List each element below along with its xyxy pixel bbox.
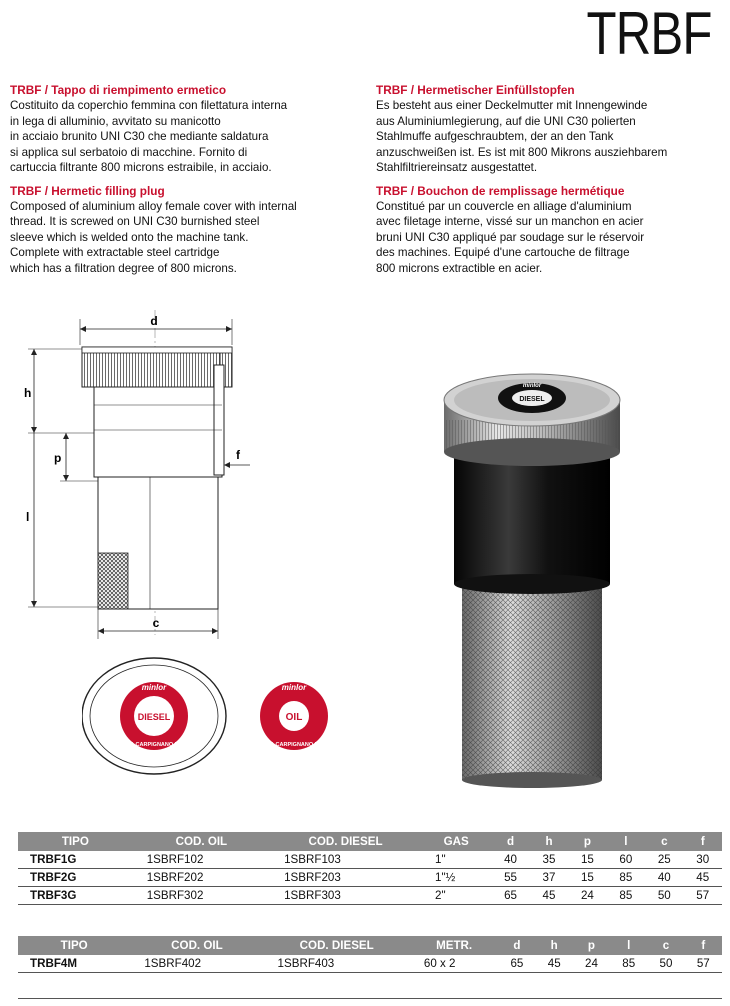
french-body: Constitué par un couvercle en alliage d'aluminium avec filetage interne, vissé sur un manchon en acier bruni UNI C30 appliqué par soudage sur le réservoir des machines. Equipé d'une cartouche de filtrage 800 microns extractible en acier. — [376, 199, 645, 275]
table-cell: TRBF2G — [18, 869, 133, 887]
table-cell: 57 — [685, 955, 722, 973]
dim-label-p: p — [54, 451, 62, 465]
diesel-badge-label: DIESEL — [137, 712, 171, 722]
spec-table-gas — [18, 832, 722, 905]
table-row — [18, 887, 722, 905]
table-cell: 45 — [536, 955, 573, 973]
table-cell: 1"½ — [421, 869, 491, 887]
table-cell: 2" — [421, 887, 491, 905]
technical-drawing — [20, 305, 260, 645]
table-cell: 1SBRF103 — [270, 851, 421, 869]
table-cell: 1SBRF303 — [270, 887, 421, 905]
col-header: COD. OIL — [130, 936, 263, 955]
german-body: Es besteht aus einer Deckelmutter mit Innengewinde aus Aluminiumlegierung, auf die UNI C30 polierten Stahlmuffe aufgeschraubtem, der an den Tank anzuschweißen ist. Es ist mit 800 Mikrons ausziehbarem Stahlfiltriereinsatz ausgestattet. — [376, 99, 668, 174]
table-cell: 60 — [607, 851, 645, 869]
text-block-french — [376, 184, 716, 277]
col-header: d — [498, 936, 535, 955]
col-header: d — [491, 832, 529, 851]
table-cell: 37 — [530, 869, 568, 887]
col-header: GAS — [421, 832, 491, 851]
table-cell: TRBF3G — [18, 887, 133, 905]
diesel-badge-brand: minlor — [141, 683, 167, 692]
table-cell: 15 — [568, 851, 606, 869]
table-cell: 24 — [568, 887, 606, 905]
table-cell: 50 — [645, 887, 683, 905]
col-header: METR. — [410, 936, 498, 955]
table-cell: 40 — [645, 869, 683, 887]
dim-label-l: l — [26, 510, 30, 524]
table-cell: TRBF4M — [18, 955, 130, 973]
dim-label-f: f — [236, 448, 240, 462]
photo-label: DIESEL — [519, 396, 545, 403]
table-cell: 15 — [568, 869, 606, 887]
table-cell: 85 — [607, 887, 645, 905]
oil-badge-ring-text: CURA CARPIGNANO ITALY — [258, 742, 330, 748]
col-header: f — [684, 832, 722, 851]
table-cell: 1SBRF203 — [270, 869, 421, 887]
english-title: TRBF / Hermetic filling plug — [10, 183, 165, 198]
col-header: COD. DIESEL — [264, 936, 410, 955]
table-row — [18, 851, 722, 869]
table-row — [18, 955, 722, 973]
col-header: p — [568, 832, 606, 851]
table-cell: 25 — [645, 851, 683, 869]
col-header: TIPO — [18, 936, 130, 955]
table-header-row — [18, 832, 722, 851]
table-cell: 1SBRF403 — [264, 955, 410, 973]
photo-brand: minlor — [522, 383, 542, 389]
table-cell: TRBF1G — [18, 851, 133, 869]
oil-badge-label: OIL — [285, 712, 303, 723]
bottom-divider — [18, 998, 722, 999]
table-cell: 40 — [491, 851, 529, 869]
german-title: TRBF / Hermetischer Einfüllstopfen — [376, 83, 575, 97]
table-cell: 85 — [607, 869, 645, 887]
spec-table-metric — [18, 936, 722, 973]
italian-body: Costituito da coperchio femmina con filettatura interna in lega di alluminio, avvitato su manicotto in acciaio brunito UNI C30 che mediante saldatura si applica sul serbatoio di macchine. Fornito di cartuccia filtrante 800 microns estraibile, in acciaio. — [10, 99, 288, 174]
table-cell: 45 — [684, 869, 722, 887]
col-header: h — [536, 936, 573, 955]
table-cell: 1SBRF102 — [133, 851, 270, 869]
french-title: TRBF / Bouchon de remplissage hermétique — [376, 183, 625, 198]
table-cell: 50 — [647, 955, 684, 973]
dim-label-h: h — [24, 386, 32, 400]
text-block-german — [376, 83, 716, 176]
text-column-right — [376, 83, 716, 284]
dim-label-c: c — [152, 616, 160, 630]
text-block-italian — [10, 83, 340, 176]
text-column-left — [10, 83, 340, 284]
table-row — [18, 869, 722, 887]
english-body: Composed of aluminium alloy female cover with internal thread. It is screwed on UNI C30 burnished steel sleeve which is welded onto the machine tank. Complete with extractable steel cartridge which has a filtration degree of 800 microns. — [10, 199, 297, 275]
col-header: l — [607, 832, 645, 851]
product-photo — [418, 370, 658, 790]
table-cell: 1SBRF402 — [130, 955, 263, 973]
table-cell: 35 — [530, 851, 568, 869]
col-header: l — [610, 936, 647, 955]
table-cell: 1SBRF202 — [133, 869, 270, 887]
col-header: p — [573, 936, 610, 955]
table-cell: 1SBRF302 — [133, 887, 270, 905]
table-cell: 1" — [421, 851, 491, 869]
table-cell: 30 — [684, 851, 722, 869]
col-header: c — [645, 832, 683, 851]
table-cell: 85 — [610, 955, 647, 973]
col-header: h — [530, 832, 568, 851]
table-cell: 65 — [498, 955, 535, 973]
table-header-row — [18, 936, 722, 955]
cap-badges — [82, 656, 342, 776]
table-cell: 60 x 2 — [410, 955, 498, 973]
italian-title: TRBF / Tappo di riempimento ermetico — [10, 83, 227, 97]
table-cell: 57 — [684, 887, 722, 905]
table-cell: 65 — [491, 887, 529, 905]
col-header: COD. DIESEL — [270, 832, 421, 851]
dim-label-d: d — [150, 314, 158, 328]
col-header: f — [685, 936, 722, 955]
col-header: TIPO — [18, 832, 133, 851]
col-header: COD. OIL — [133, 832, 270, 851]
col-header: c — [647, 936, 684, 955]
diesel-badge-ring-text: CURA CARPIGNANO ITALY — [118, 742, 190, 748]
text-block-english — [10, 184, 340, 277]
table-cell: 55 — [491, 869, 529, 887]
table-cell: 45 — [530, 887, 568, 905]
oil-badge-brand: minlor — [281, 683, 307, 692]
table-cell: 24 — [573, 955, 610, 973]
product-code-title: TRBF — [586, 0, 712, 67]
